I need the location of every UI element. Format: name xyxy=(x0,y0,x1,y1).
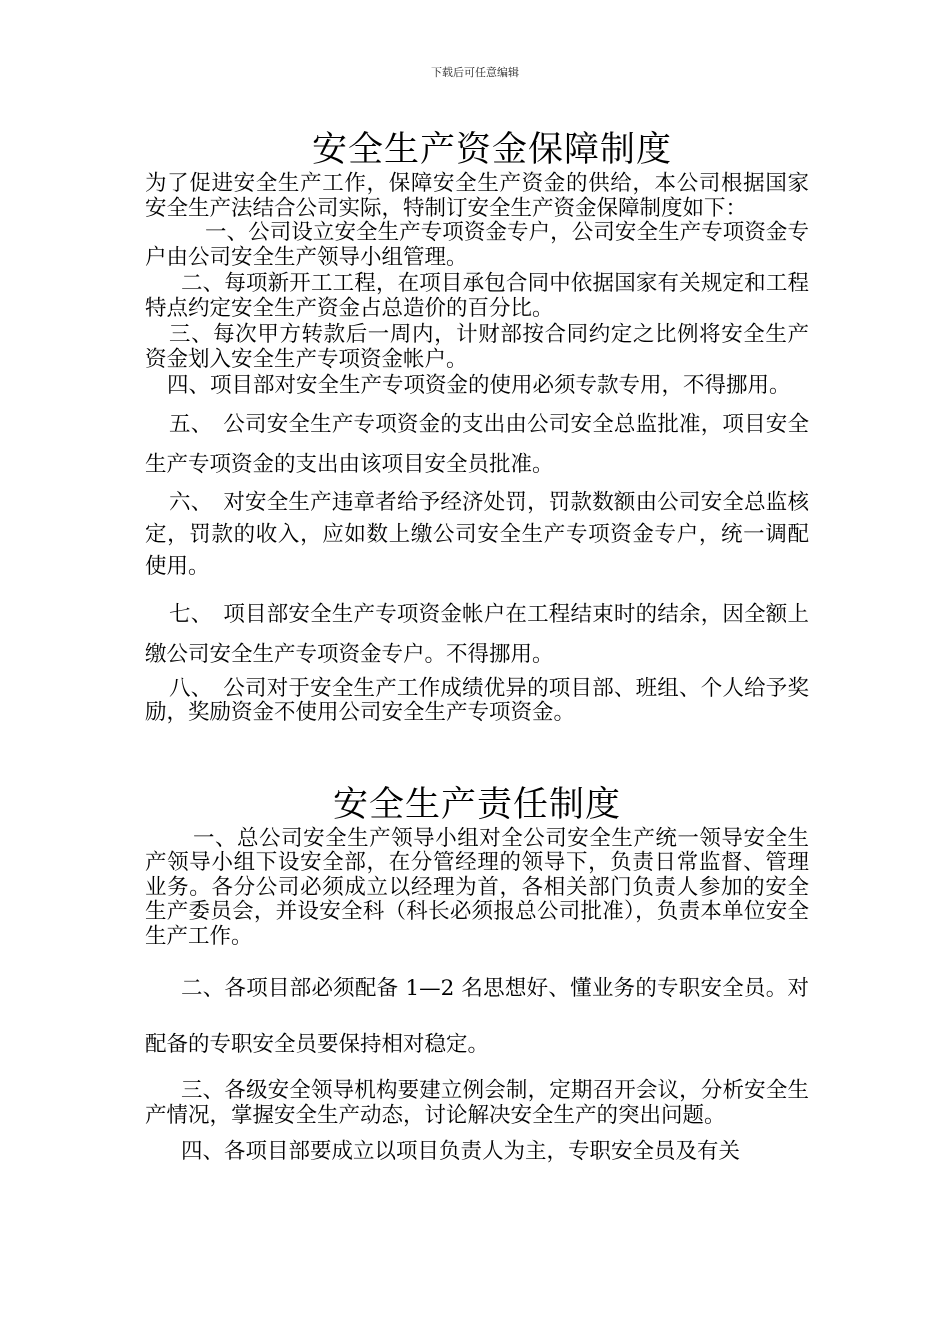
section2-item-1: 一、总公司安全生产领导小组对全公司安全生产统一领导安全生产领导小组下设安全部，在分管经理的领导下，负责日常监督、管理业务。各分公司必须成立以经理为首，各相关部门负责人参加的安全生产委员会，并设安全科（科长必须报总公司批准），负责本单位安全生产工作。 xyxy=(145,825,809,949)
section2-item-2: 二、各项目部必须配备 1—2 名思想好、懂业务的专职安全员。对配备的专职安全员要保持相对稳定。 xyxy=(145,976,809,1057)
section1-title: 安全生产资金保障制度 xyxy=(311,130,672,170)
section1-item-2: 二、每项新开工工程，在项目承包合同中依据国家有关规定和工程特点约定安全生产资金占总造价的百分比。 xyxy=(145,271,809,321)
section1-item-7: 七、 项目部安全生产专项资金帐户在工程结束时的结余，因全额上缴公司安全生产专项资金专户。不得挪用。 xyxy=(145,601,809,667)
section1-item-6: 六、 对安全生产违章者给予经济处罚，罚款数额由公司安全总监核定，罚款的收入，应如数上缴公司安全生产专项资金专户，统一调配使用。 xyxy=(145,489,809,579)
section1-item-1: 一、公司设立安全生产专项资金专户，公司安全生产专项资金专户由公司安全生产领导小组管理。 xyxy=(145,220,809,270)
section1-item-3: 三、每次甲方转款后一周内，计财部按合同约定之比例将安全生产资金划入安全生产专项资金帐户。 xyxy=(145,322,809,372)
section2-item-3: 三、各级安全领导机构要建立例会制，定期召开会议，分析安全生产情况，掌握安全生产动态，讨论解决安全生产的突出问题。 xyxy=(145,1078,809,1128)
section2-item-4: 四、各项目部要成立以项目负责人为主，专职安全员及有关 xyxy=(181,1139,741,1164)
section2-title: 安全生产责任制度 xyxy=(332,784,621,825)
document-content xyxy=(145,128,809,1165)
section1-intro: 为了促进安全生产工作，保障安全生产资金的供给，本公司根据国家安全生产法结合公司实际，特制订安全生产资金保障制度如下： xyxy=(145,171,809,221)
section1-item-4: 四、项目部对安全生产专项资金的使用必须专款专用，不得挪用。 xyxy=(167,373,791,398)
header-note: 下载后可任意编辑 xyxy=(431,66,519,79)
section1-item-8: 八、 公司对于安全生产工作成绩优异的项目部、班组、个人给予奖励，奖励资金不使用公司安全生产专项资金。 xyxy=(145,675,809,725)
section1-item-5: 五、 公司安全生产专项资金的支出由公司安全总监批准，项目安全生产专项资金的支出由该项目安全员批准。 xyxy=(145,411,809,477)
